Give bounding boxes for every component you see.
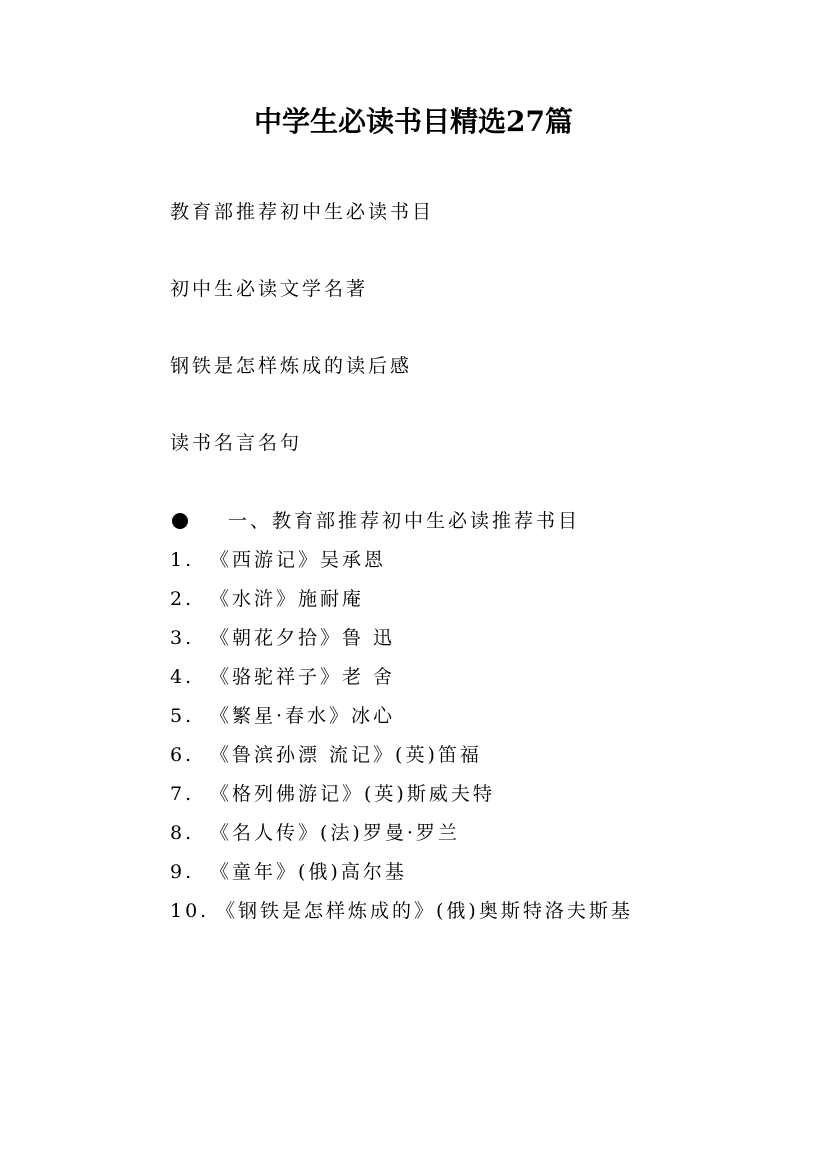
- list-item: [170, 587, 633, 626]
- list-item: [170, 665, 633, 704]
- list-item-number: 2.: [170, 588, 195, 610]
- list-item: [170, 821, 633, 860]
- list-item-text: 《朝花夕拾》鲁 迅: [210, 627, 396, 649]
- list-item-number: 7.: [170, 783, 195, 805]
- list-item-text: 《童年》(俄)高尔基: [210, 861, 407, 883]
- related-link-2[interactable]: 初中生必读文学名著: [170, 278, 369, 300]
- list-item-number: 10.: [170, 900, 210, 922]
- list-item: [170, 704, 633, 743]
- list-item: [170, 782, 633, 821]
- list-item-number: 6.: [170, 744, 195, 766]
- list-item-text: 《鲁滨孙漂 流记》(英)笛福: [210, 744, 482, 766]
- list-item: [170, 899, 633, 938]
- list-item-text: 《水浒》施耐庵: [210, 588, 365, 610]
- related-link-3[interactable]: 钢铁是怎样炼成的读后感: [170, 355, 413, 377]
- section-heading-text: 一、教育部推荐初中生必读推荐书目: [228, 510, 581, 532]
- list-item: [170, 743, 633, 782]
- list-item-number: 3.: [170, 627, 195, 649]
- book-list: [170, 548, 633, 938]
- list-item-text: 《西游记》吴承恩: [210, 549, 387, 571]
- list-item-text: 《格列佛游记》(英)斯威夫特: [210, 783, 495, 805]
- list-item-number: 5.: [170, 705, 195, 727]
- list-item: [170, 548, 633, 587]
- list-item-number: 8.: [170, 822, 195, 844]
- list-item-number: 9.: [170, 861, 195, 883]
- list-item-number: 4.: [170, 666, 195, 688]
- related-link-4[interactable]: 读书名言名句: [170, 432, 303, 454]
- list-item: [170, 626, 633, 665]
- list-item-text: 《名人传》(法)罗曼·罗兰: [210, 822, 460, 844]
- document-title: 中学生必读书目精选27篇: [254, 105, 573, 138]
- section-heading: [170, 509, 580, 533]
- list-item-text: 《钢铁是怎样炼成的》(俄)奥斯特洛夫斯基: [216, 900, 633, 922]
- related-link-1[interactable]: 教育部推荐初中生必读书目: [170, 201, 435, 223]
- list-item-text: 《骆驼祥子》老 舍: [210, 666, 396, 688]
- bullet-icon: [172, 513, 188, 529]
- list-item-number: 1.: [170, 549, 195, 571]
- list-item: [170, 860, 633, 899]
- list-item-text: 《繁星·春水》冰心: [210, 705, 396, 727]
